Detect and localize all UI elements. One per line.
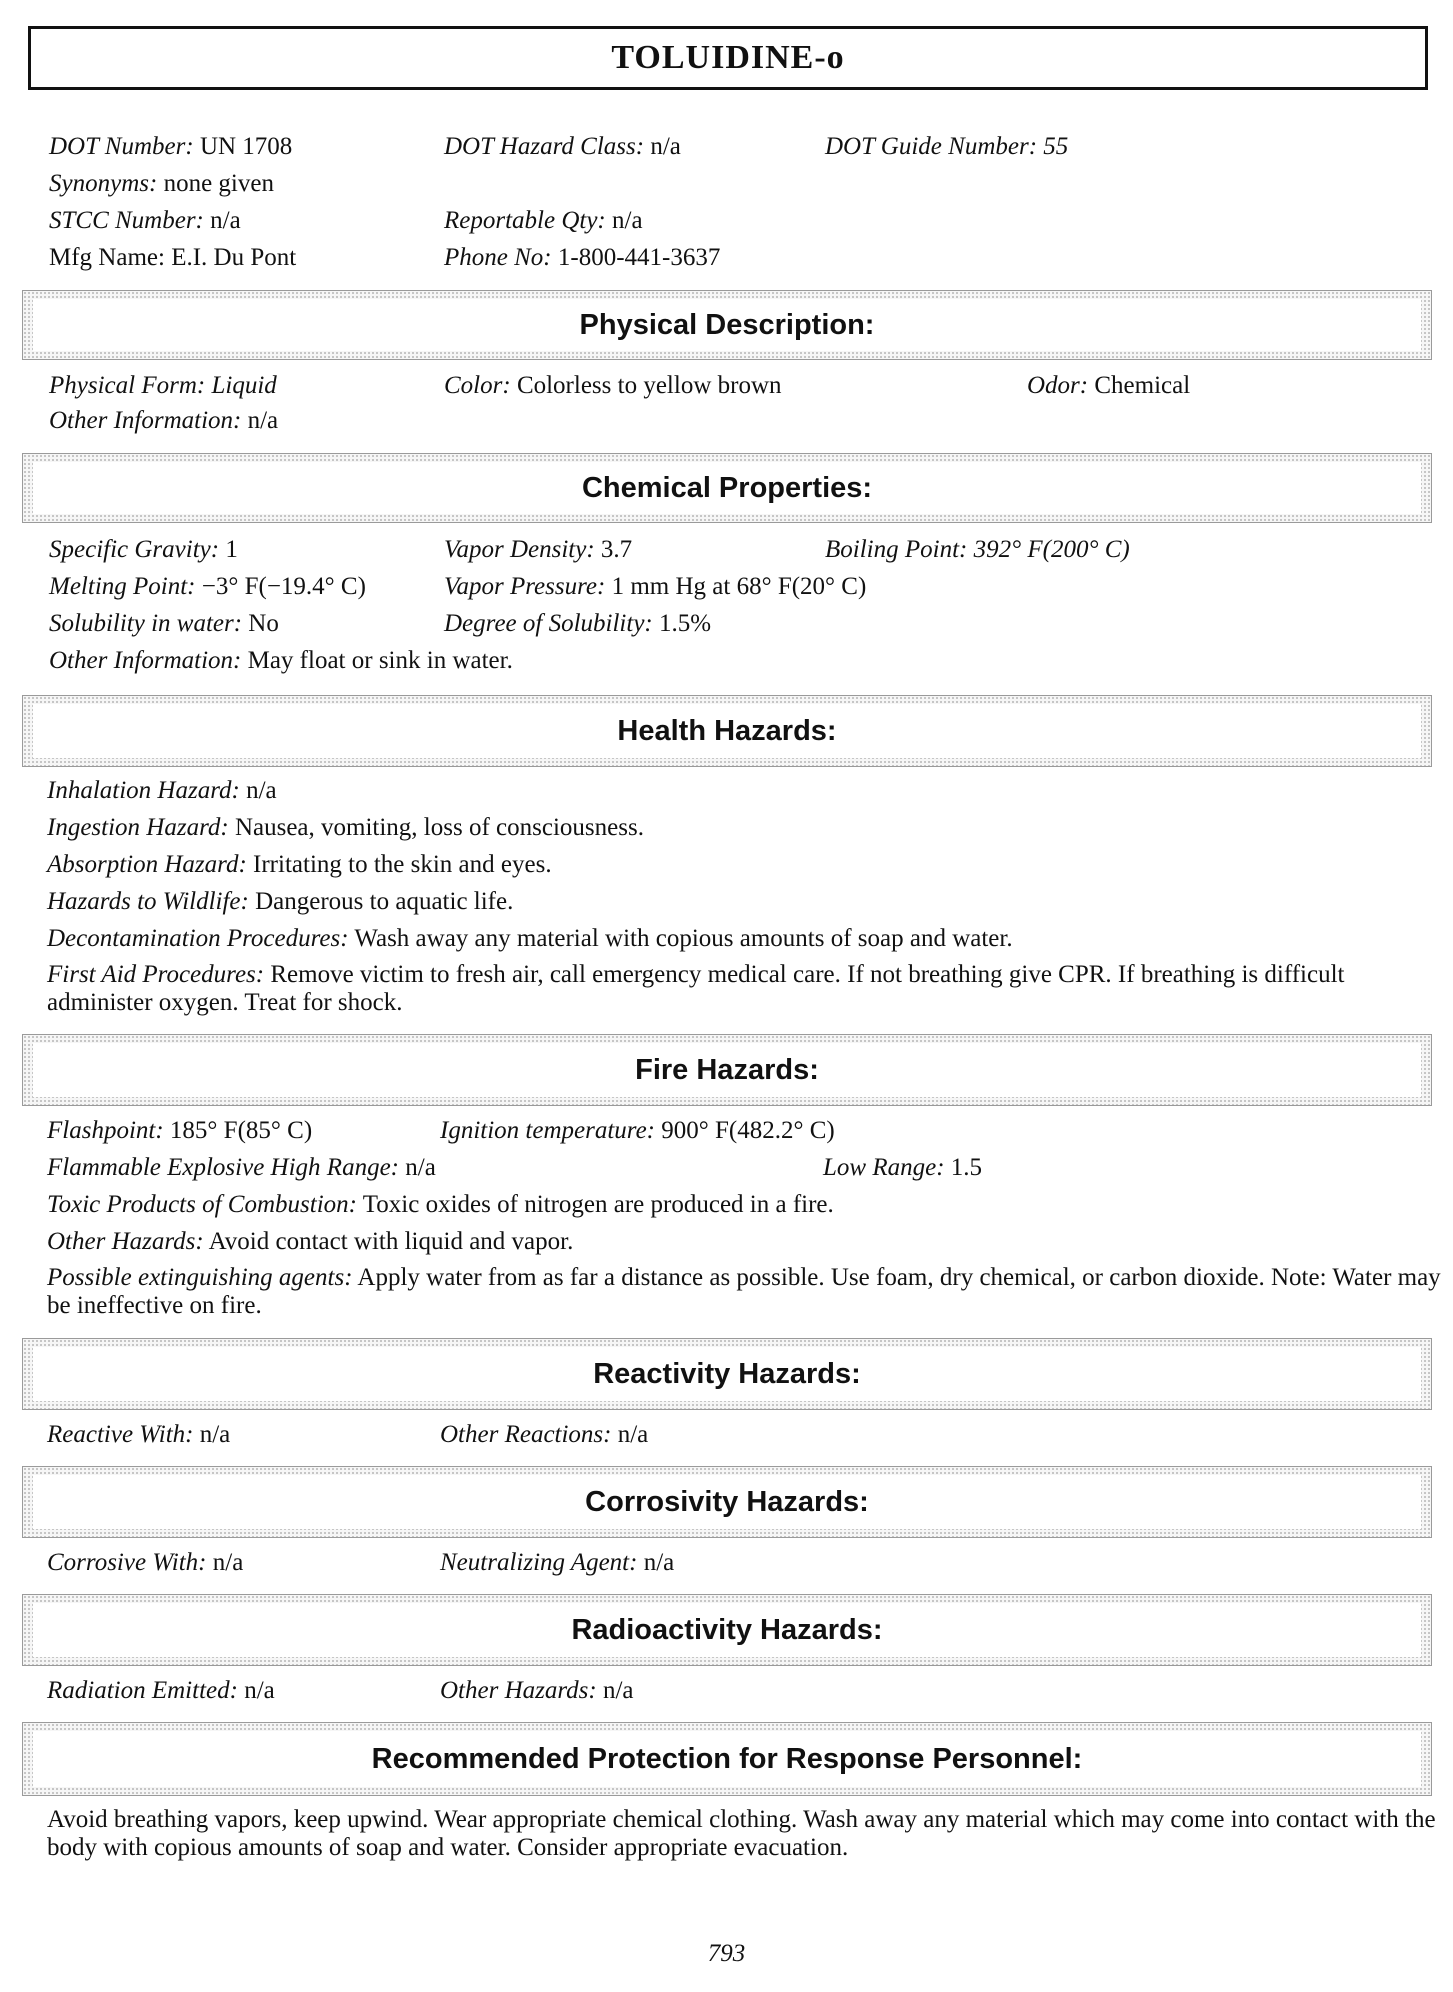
specific-gravity bbox=[49, 535, 238, 565]
vapor-pressure bbox=[444, 572, 866, 602]
ingestion-label: Ingestion Hazard: bbox=[47, 814, 229, 841]
low-range-value: 1.5 bbox=[950, 1154, 983, 1181]
title-box bbox=[28, 26, 1428, 90]
synonyms bbox=[49, 169, 274, 199]
flammable-high-range bbox=[47, 1153, 436, 1183]
section-header-reactivity bbox=[22, 1338, 1432, 1410]
other-reactions bbox=[440, 1420, 648, 1450]
radiation-emitted bbox=[47, 1676, 275, 1706]
ingestion-value: Nausea, vomiting, loss of consciousness. bbox=[234, 814, 644, 841]
ignition-temperature bbox=[440, 1116, 835, 1146]
stcc-number-value: n/a bbox=[210, 207, 241, 234]
extinguishing-label: Possible extinguishing agents: bbox=[47, 1264, 353, 1291]
chemical-other-value: May float or sink in water. bbox=[247, 647, 513, 674]
physical-form-text: Physical Form: Liquid bbox=[49, 372, 277, 399]
mfg-name bbox=[49, 243, 296, 273]
inhalation-label: Inhalation Hazard: bbox=[47, 777, 240, 804]
corrosivity-heading: Corrosivity Hazards: bbox=[585, 1485, 869, 1518]
high-range-value: n/a bbox=[405, 1154, 436, 1181]
inhalation-value: n/a bbox=[246, 777, 277, 804]
inhalation-hazard bbox=[47, 776, 277, 806]
toxic-products-label: Toxic Products of Combustion: bbox=[47, 1191, 357, 1218]
hazards-to-wildlife bbox=[47, 887, 513, 917]
dot-guide-number bbox=[825, 132, 1068, 162]
stcc-number bbox=[49, 206, 241, 236]
radiation-emitted-label: Radiation Emitted: bbox=[47, 1677, 238, 1704]
protection-text bbox=[47, 1806, 1437, 1862]
radio-other-hazards bbox=[440, 1676, 634, 1706]
flashpoint bbox=[47, 1116, 312, 1146]
synonyms-value: none given bbox=[163, 170, 274, 197]
boiling-point-text: Boiling Point: 392° F(200° C) bbox=[825, 536, 1130, 563]
melting-point bbox=[49, 572, 366, 602]
toxic-products-value: Toxic oxides of nitrogen are produced in a fire. bbox=[362, 1191, 834, 1218]
vapor-pressure-label: Vapor Pressure: bbox=[444, 573, 606, 600]
high-range-label: Flammable Explosive High Range: bbox=[47, 1154, 399, 1181]
neutralizing-agent-label: Neutralizing Agent: bbox=[440, 1549, 638, 1576]
toxic-products-of-combustion bbox=[47, 1190, 834, 1220]
ignition-label: Ignition temperature: bbox=[440, 1117, 656, 1144]
physical-other-label: Other Information: bbox=[49, 407, 242, 434]
physical-other-value: n/a bbox=[247, 407, 279, 434]
melting-point-value: −3° F(−19.4° C) bbox=[201, 573, 366, 600]
decontamination-value: Wash away any material with copious amounts of soap and water. bbox=[354, 925, 1013, 952]
corrosive-with bbox=[47, 1548, 243, 1578]
section-header-chemical bbox=[22, 453, 1432, 523]
specific-gravity-value: 1 bbox=[225, 536, 238, 563]
wildlife-value: Dangerous to aquatic life. bbox=[255, 888, 514, 915]
radio-other-value: n/a bbox=[602, 1677, 634, 1704]
boiling-point bbox=[825, 535, 1130, 565]
fire-heading: Fire Hazards: bbox=[635, 1053, 819, 1086]
physical-heading: Physical Description: bbox=[579, 308, 875, 341]
dot-hazard-class-label: DOT Hazard Class: bbox=[444, 133, 645, 160]
dot-guide-number-value: 55 bbox=[1043, 133, 1069, 160]
first-aid-value: Remove victim to fresh air, call emergency medical care. If not breathing give CPR. If breathing is difficult administer oxygen. Treat for shock. bbox=[47, 961, 1345, 1016]
reportable-qty bbox=[444, 206, 643, 236]
physical-form bbox=[49, 371, 277, 401]
solubility-value: No bbox=[248, 610, 279, 637]
section-header-radioactivity bbox=[22, 1594, 1432, 1666]
reactive-with-label: Reactive With: bbox=[47, 1421, 194, 1448]
extinguishing-value: Apply water from as far a distance as possible. Use foam, dry chemical, or carbon dioxide. Note: Water may be ineffective on fire. bbox=[47, 1264, 1441, 1319]
decontamination-procedures bbox=[47, 924, 1013, 954]
flashpoint-value: 185° F(85° C) bbox=[169, 1117, 313, 1144]
solubility-in-water bbox=[49, 609, 279, 639]
section-header-corrosivity bbox=[22, 1466, 1432, 1538]
document-title: TOLUIDINE-o bbox=[611, 39, 845, 76]
section-header-fire bbox=[22, 1034, 1432, 1106]
decontamination-label: Decontamination Procedures: bbox=[47, 925, 349, 952]
chemical-other-label: Other Information: bbox=[49, 647, 242, 674]
vapor-density-label: Vapor Density: bbox=[444, 536, 595, 563]
degree-of-solubility-label: Degree of Solubility: bbox=[444, 610, 653, 637]
chemical-heading: Chemical Properties: bbox=[581, 471, 873, 504]
absorption-value: Irritating to the skin and eyes. bbox=[253, 851, 552, 878]
color-label: Color: bbox=[444, 372, 511, 399]
low-range bbox=[823, 1153, 982, 1183]
phone-number bbox=[444, 243, 720, 273]
degree-of-solubility bbox=[444, 609, 711, 639]
wildlife-label: Hazards to Wildlife: bbox=[47, 888, 249, 915]
first-aid-label: First Aid Procedures: bbox=[47, 961, 265, 988]
radio-other-label: Other Hazards: bbox=[440, 1677, 597, 1704]
stcc-number-label: STCC Number: bbox=[49, 207, 204, 234]
synonyms-label: Synonyms: bbox=[49, 170, 158, 197]
health-heading: Health Hazards: bbox=[617, 714, 837, 747]
other-reactions-value: n/a bbox=[617, 1421, 649, 1448]
phone-number-value: 1-800-441-3637 bbox=[557, 244, 721, 271]
ingestion-hazard bbox=[47, 813, 644, 843]
extinguishing-agents bbox=[47, 1264, 1447, 1320]
radiation-emitted-value: n/a bbox=[244, 1677, 275, 1704]
low-range-label: Low Range: bbox=[823, 1154, 945, 1181]
color-value: Colorless to yellow brown bbox=[516, 372, 782, 399]
reactivity-heading: Reactivity Hazards: bbox=[593, 1357, 861, 1390]
section-header-protection bbox=[22, 1722, 1432, 1796]
vapor-density-value: 3.7 bbox=[600, 536, 633, 563]
dot-guide-number-label: DOT Guide Number: bbox=[825, 133, 1038, 160]
other-reactions-label: Other Reactions: bbox=[440, 1421, 612, 1448]
dot-number bbox=[49, 132, 292, 162]
dot-hazard-class bbox=[444, 132, 681, 162]
odor-label: Odor: bbox=[1027, 372, 1089, 399]
mfg-name-text: Mfg Name: E.I. Du Pont bbox=[49, 244, 297, 271]
radioactivity-heading: Radioactivity Hazards: bbox=[571, 1613, 883, 1646]
odor bbox=[1027, 371, 1190, 401]
absorption-hazard bbox=[47, 850, 552, 880]
solubility-label: Solubility in water: bbox=[49, 610, 243, 637]
reactive-with-value: n/a bbox=[199, 1421, 231, 1448]
flashpoint-label: Flashpoint: bbox=[47, 1117, 164, 1144]
chemical-other-info bbox=[49, 646, 513, 676]
protection-body: Avoid breathing vapors, keep upwind. Wear appropriate chemical clothing. Wash away any material which may come into contact with the body with copious amounts of soap and water. Consider appropriate evacuation. bbox=[47, 1806, 1436, 1861]
ignition-value: 900° F(482.2° C) bbox=[661, 1117, 835, 1144]
section-header-physical bbox=[22, 290, 1432, 360]
vapor-pressure-value: 1 mm Hg at 68° F(20° C) bbox=[611, 573, 867, 600]
fire-other-label: Other Hazards: bbox=[47, 1228, 204, 1255]
melting-point-label: Melting Point: bbox=[49, 573, 196, 600]
dot-number-value: UN 1708 bbox=[199, 133, 293, 160]
color bbox=[444, 371, 782, 401]
physical-other-info bbox=[49, 406, 278, 436]
corrosive-with-label: Corrosive With: bbox=[47, 1549, 207, 1576]
section-header-health bbox=[22, 695, 1432, 767]
specific-gravity-label: Specific Gravity: bbox=[49, 536, 220, 563]
reportable-qty-value: n/a bbox=[612, 207, 643, 234]
reactive-with bbox=[47, 1420, 230, 1450]
neutralizing-agent bbox=[440, 1548, 674, 1578]
absorption-label: Absorption Hazard: bbox=[47, 851, 247, 878]
corrosive-with-value: n/a bbox=[212, 1549, 244, 1576]
dot-number-label: DOT Number: bbox=[49, 133, 194, 160]
odor-value: Chemical bbox=[1094, 372, 1191, 399]
fire-other-hazards bbox=[47, 1227, 573, 1257]
vapor-density bbox=[444, 535, 632, 565]
first-aid-procedures bbox=[47, 961, 1447, 1017]
phone-number-label: Phone No: bbox=[444, 244, 552, 271]
dot-hazard-class-value: n/a bbox=[650, 133, 681, 160]
fire-other-value: Avoid contact with liquid and vapor. bbox=[208, 1228, 574, 1255]
protection-heading: Recommended Protection for Response Personnel: bbox=[371, 1742, 1083, 1775]
reportable-qty-label: Reportable Qty: bbox=[444, 207, 606, 234]
neutralizing-agent-value: n/a bbox=[643, 1549, 675, 1576]
page-number: 793 bbox=[707, 1940, 746, 1967]
degree-of-solubility-value: 1.5% bbox=[659, 610, 712, 637]
